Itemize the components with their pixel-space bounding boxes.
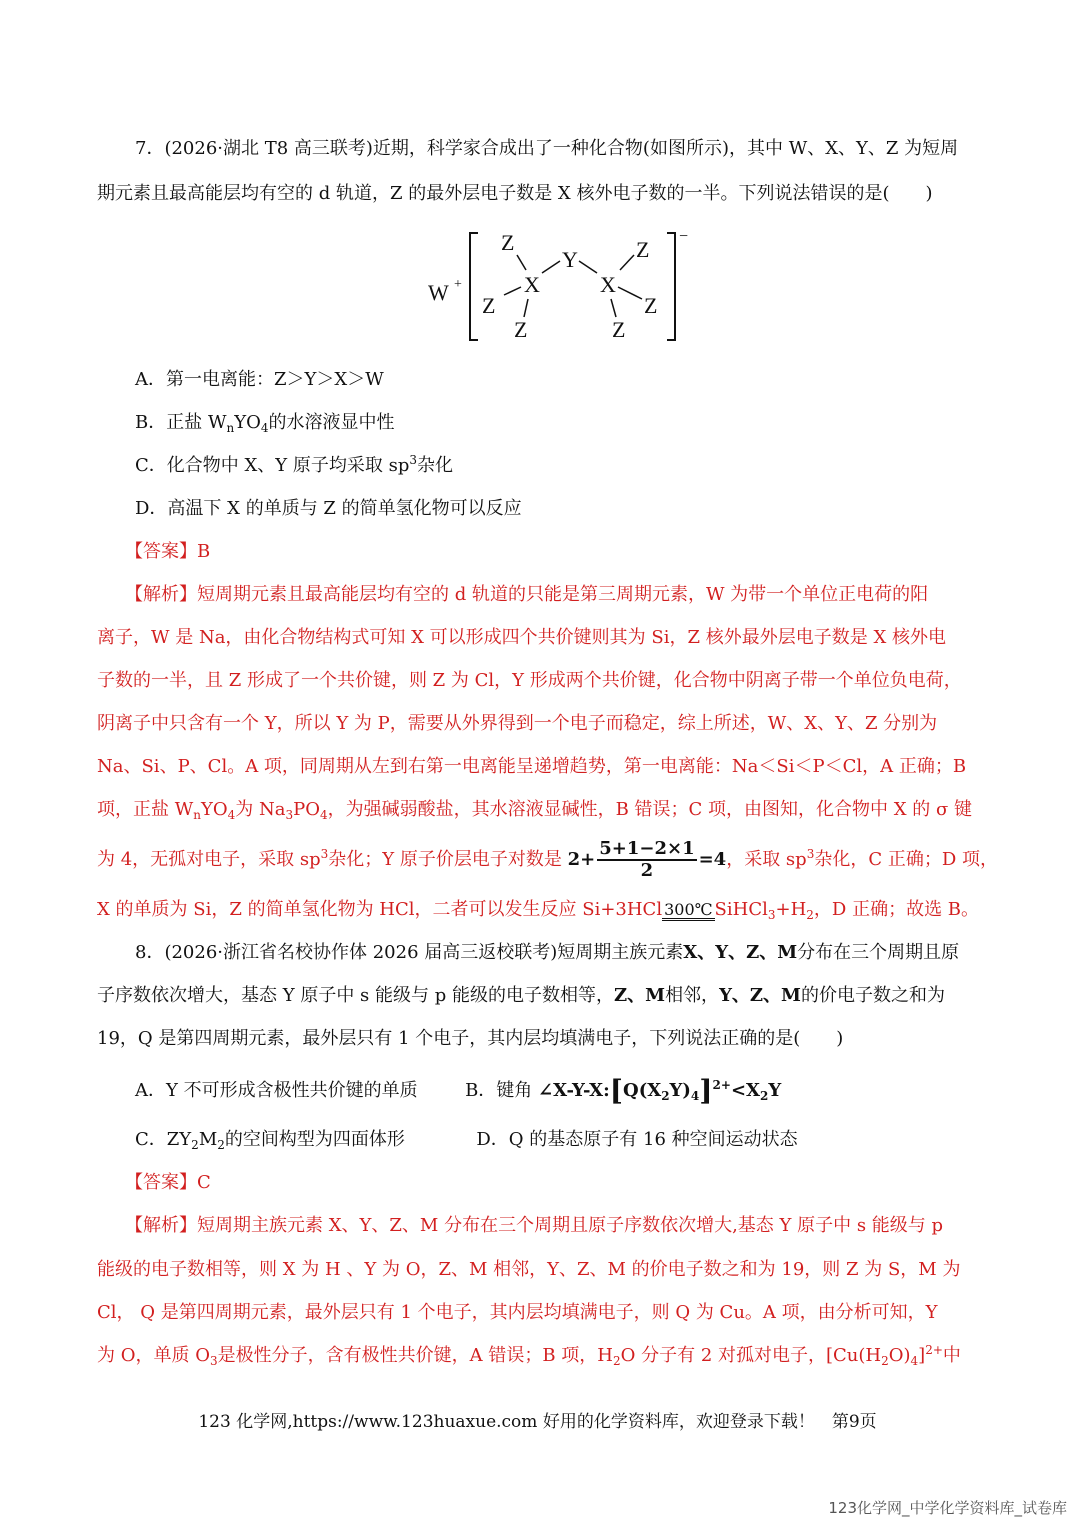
atom-x1: X [524, 272, 540, 297]
q8-analysis-line4: 为 O，单质 $O_3$是极性分子，含有极性共价键，A 错误；B 项，$H_2O$ 分子有 2 对孤对电子，$[Cu(H_2O)_4]^{2+}$中 [97, 1343, 961, 1368]
q8-option-c: C．$ZY_2M_2$的空间构型为四面体形 [135, 1129, 405, 1152]
watermark: 123化学网_中学化学资料库_试卷库 [828, 1499, 1067, 1517]
atom-z2: Z [482, 293, 496, 318]
q8-analysis-line2: 能级的电子数相等，则 X 为 H 、Y 为 O，Z、M 相邻，Y、Z、M 的价电子数之和为 19，则 Z 为 S，M 为 [97, 1259, 961, 1280]
q8-option-ab [135, 1076, 997, 1106]
q8-option-cd [135, 1128, 997, 1152]
q8-option-d: D．Q 的基态原子有 16 种空间运动状态 [476, 1129, 798, 1150]
left-bracket [470, 233, 478, 340]
q7-structure-diagram [420, 225, 700, 350]
atom-x2: X [600, 272, 616, 297]
q7-option-b: B．正盐 $W_nYO_4$的水溶液显中性 [135, 412, 395, 435]
q8-option-b: B．键角 $\angle X-Y-X:[Q(X_2Y)_4]^{2+}<X_2Y$ [465, 1074, 782, 1107]
q7-analysis-line3: 子数的一半，且 Z 形成了一个共价键，则 Z 为 Cl，Y 形成两个共价键，化合物中阴离子带一个单位负电荷， [97, 670, 962, 691]
q7-analysis-line7: 为 4，无孤对电子，采取 $sp^3$杂化；Y 原子价层电子对数是 2+ $\frac{5+1-2\times 1}{2}$ =4，采取 $sp^3$杂化，C 正确；D 项， [97, 838, 998, 881]
q7-answer: 【答案】B [125, 541, 211, 562]
anion-charge: − [679, 228, 689, 245]
q8-stem-line3: 19，Q 是第四周期元素，最外层只有 1 个电子，其内层均填满电子，下列说法正确的是( ) [97, 1028, 844, 1049]
reaction-condition: 300℃ [664, 900, 713, 919]
q8-analysis-line3: Cl， Q 是第四周期元素，最外层只有 1 个电子，其内层均填满电子，则 Q 为 Cu。A 项，由分析可知，Y [97, 1302, 938, 1323]
atom-z3: Z [514, 317, 528, 342]
q7-option-a: A．第一电离能：Z＞Y＞X＞W [135, 369, 384, 390]
fraction: $\frac{5+1-2\times 1}{2}$ [599, 838, 695, 881]
q7-analysis-line5: Na、Si、P、Cl。A 项，同周期从左到右第一电离能呈递增趋势，第一电离能：Na＜Si＜P＜Cl，A 正确；B [97, 756, 967, 777]
q7-analysis-line4: 阴离子中只含有一个 Y，所以 Y 为 P，需要从外界得到一个电子而稳定，综上所述，W、X、Y、Z 分别为 [97, 713, 938, 734]
q7-analysis-line1: 【解析】短周期元素且最高能层均有空的 d 轨道的只能是第三周期元素，W 为带一个单位正电荷的阳 [125, 584, 929, 605]
q7-option-d: D．高温下 X 的单质与 Z 的简单氢化物可以反应 [135, 498, 522, 519]
q7-option-c: C．化合物中 X、Y 原子均采取 $sp^3$杂化 [135, 453, 454, 476]
atom-z6: Z [612, 317, 626, 342]
q7-stem-line1: 7．(2026·湖北 T8 高三联考)近期，科学家合成出了一种化合物(如图所示)，其中 W、X、Y、Z 为短周 [135, 138, 959, 159]
q8-stem-line1: 8．(2026·浙江省名校协作体 2026 届高三返校联考)短周期主族元素X、Y、Z、M分布在三个周期且原 [135, 942, 960, 963]
q7-analysis-line8: X 的单质为 Si，Z 的简单氢化物为 HCl，二者可以发生反应 Si+3HCl 300℃ $SiHCl_3+H_2$，D 正确；故选 B。 [97, 899, 980, 922]
cation-charge: + [454, 277, 462, 292]
q8-stem-line2: 子序数依次增大，基态 Y 原子中 s 能级与 p 能级的电子数相等，Z、M相邻，Y、Z、M的价电子数之和为 [97, 985, 945, 1006]
q7-analysis-line2: 离子，W 是 Na，由化合物结构式可知 X 可以形成四个共价键则其为 Si，Z 核外最外层电子数是 X 核外电 [97, 627, 946, 648]
atom-z1: Z [501, 230, 515, 255]
right-bracket [667, 233, 675, 340]
atom-z5: Z [644, 293, 658, 318]
atom-z4: Z [636, 237, 650, 262]
cation-w: W [428, 280, 449, 305]
q8-answer: 【答案】C [125, 1172, 211, 1193]
q7-stem-line2: 期元素且最高能层均有空的 d 轨道，Z 的最外层电子数是 X 核外电子数的一半。下列说法错误的是( ) [97, 183, 933, 204]
atom-y: Y [562, 247, 578, 272]
q7-analysis-line6: 项，正盐 $W_nYO_4$为 $Na_3PO_4$，为强碱弱酸盐，其水溶液显碱性，B 错误；C 项，由图知，化合物中 X 的 σ 键 [97, 799, 973, 822]
q8-option-a: A．Y 不可形成含极性共价键的单质 [135, 1080, 418, 1101]
page-footer: 123 化学网,https://www.123huaxue.com 好用的化学资料库，欢迎登录下载！ 第9页 [198, 1412, 877, 1432]
q8-analysis-line1: 【解析】短周期主族元素 X、Y、Z、M 分布在三个周期且原子序数依次增大,基态 Y 原子中 s 能级与 p [125, 1215, 944, 1236]
